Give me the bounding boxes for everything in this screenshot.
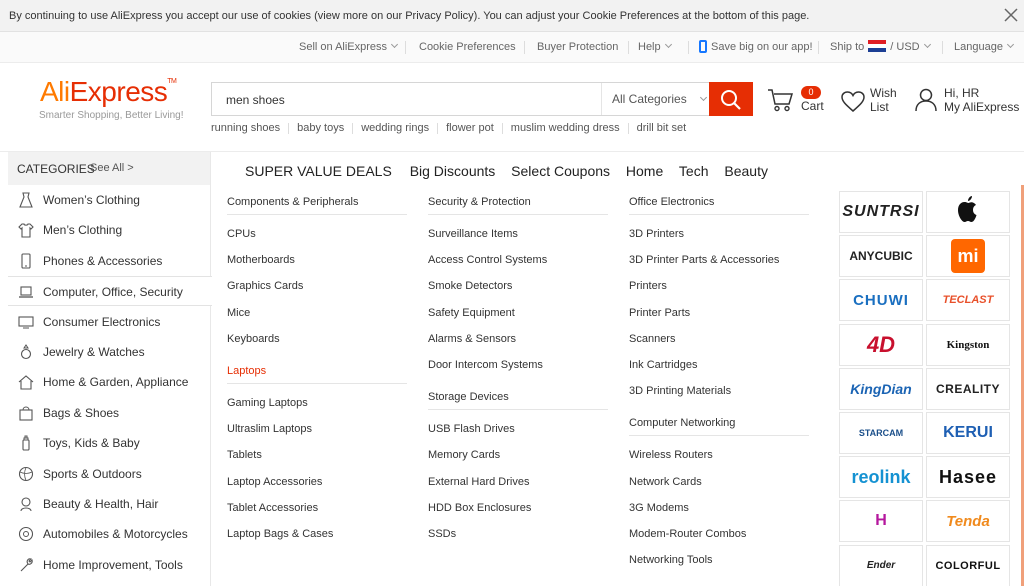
wish-line2: List bbox=[870, 100, 889, 114]
menu-link[interactable]: Access Control Systems bbox=[428, 254, 548, 267]
sidebar-item-label: Phones & Accessories bbox=[43, 253, 163, 268]
dress-icon bbox=[18, 192, 34, 208]
menu-link[interactable]: USB Flash Drives bbox=[428, 423, 515, 436]
sidebar-item[interactable] bbox=[8, 489, 211, 519]
tab-home[interactable]: Home bbox=[625, 163, 664, 179]
menu-link[interactable]: 3D Printing Materials bbox=[629, 385, 732, 398]
tv-icon bbox=[18, 314, 34, 330]
divider bbox=[428, 409, 608, 410]
sidebar-item[interactable] bbox=[8, 550, 211, 580]
heart-icon bbox=[840, 90, 866, 114]
categories-header bbox=[8, 152, 211, 186]
tool-icon bbox=[18, 557, 34, 573]
tab-beauty[interactable]: Beauty bbox=[724, 163, 768, 179]
cart-label: Cart bbox=[801, 99, 824, 113]
sidebar-item-label: Men’s Clothing bbox=[43, 223, 123, 238]
menu-link[interactable]: Gaming Laptops bbox=[227, 397, 308, 409]
chevron-down-icon bbox=[700, 94, 707, 101]
tab-big-discounts[interactable]: Big Discounts bbox=[409, 163, 496, 179]
sidebar-item-label: Toys, Kids & Baby bbox=[43, 436, 140, 451]
chevron-down-icon bbox=[924, 41, 931, 48]
brand-logo-text: Tenda bbox=[946, 512, 990, 530]
brand-logo[interactable] bbox=[926, 500, 1010, 542]
brand-logo-text bbox=[956, 195, 980, 230]
menu-link[interactable]: Alarms & Sensors bbox=[428, 332, 517, 345]
divider bbox=[524, 41, 525, 54]
nav-tabs bbox=[245, 163, 780, 179]
brand-logo-text: SUNTRSI bbox=[842, 203, 920, 220]
menu-link[interactable]: Tablets bbox=[227, 449, 262, 462]
divider bbox=[628, 41, 629, 54]
app-download-link[interactable] bbox=[699, 32, 813, 63]
tab-tech[interactable]: Tech bbox=[678, 163, 709, 179]
brand-logo-text: CHUWI bbox=[853, 291, 909, 309]
croatia-flag-icon bbox=[868, 40, 886, 52]
sidebar-item-label: Bags & Shoes bbox=[43, 405, 120, 420]
sell-label: Sell on AliExpress bbox=[299, 41, 388, 53]
brand-logo-text: Kingston bbox=[946, 338, 990, 351]
brand-logo[interactable] bbox=[839, 235, 923, 277]
categories-label: CATEGORIES bbox=[17, 162, 95, 176]
ship-to-label: Ship to bbox=[830, 41, 865, 53]
menu-group-title[interactable]: Security & Protection bbox=[428, 196, 531, 208]
brand-logo-text: COLORFUL bbox=[935, 559, 1001, 572]
brand-logo[interactable] bbox=[926, 368, 1010, 410]
cookie-preferences-link[interactable]: Cookie Preferences bbox=[419, 41, 516, 53]
brand-logo[interactable] bbox=[926, 191, 1010, 233]
search-input[interactable] bbox=[211, 82, 709, 116]
ring-icon bbox=[18, 344, 34, 360]
brand-logo-text: CREALITY bbox=[936, 381, 1000, 396]
brand-logo-text: ANYCUBIC bbox=[849, 249, 913, 264]
brand-logo[interactable] bbox=[839, 500, 923, 542]
sidebar-item[interactable] bbox=[8, 519, 211, 549]
hot-keywords bbox=[211, 122, 694, 134]
menu-link[interactable]: Keyboards bbox=[227, 332, 280, 345]
menu-link[interactable]: Motherboards bbox=[227, 254, 295, 267]
hot-keyword-link[interactable]: drill bit set bbox=[628, 123, 695, 134]
sidebar-item-label: Home Improvement, Tools bbox=[43, 557, 183, 572]
menu-link[interactable]: External Hard Drives bbox=[428, 475, 530, 488]
brand-logo[interactable] bbox=[926, 545, 1010, 586]
bottle-icon bbox=[18, 435, 34, 451]
menu-group-title[interactable]: Components & Peripherals bbox=[227, 196, 359, 208]
category-select-value: All Categories bbox=[612, 92, 687, 106]
brand-logo-text: STARCAM bbox=[858, 428, 904, 438]
sidebar-item-label: Computer, Office, Security bbox=[43, 285, 183, 300]
divider bbox=[818, 41, 819, 54]
search-icon bbox=[720, 89, 742, 111]
menu-link[interactable]: Memory Cards bbox=[428, 449, 501, 462]
account-label bbox=[944, 86, 1019, 114]
menu-group-title[interactable]: Laptops bbox=[227, 365, 267, 377]
sidebar-item[interactable] bbox=[8, 215, 211, 245]
brand-logo-text: reolink bbox=[851, 466, 911, 487]
brand-logo-text: KingDian bbox=[850, 380, 912, 397]
divider bbox=[942, 41, 943, 54]
menu-link[interactable]: Graphics Cards bbox=[227, 280, 304, 293]
see-all-link[interactable]: See All > bbox=[90, 162, 134, 174]
sidebar-item[interactable] bbox=[8, 185, 211, 215]
menu-link[interactable]: Networking Tools bbox=[629, 554, 713, 567]
top-utility-nav bbox=[0, 32, 1024, 63]
aliexpress-logo[interactable] bbox=[40, 76, 176, 108]
sidebar-item[interactable] bbox=[8, 246, 211, 276]
brand-logo[interactable] bbox=[839, 191, 923, 233]
brand-logo[interactable] bbox=[926, 235, 1010, 277]
logo-text-express: Express bbox=[69, 76, 168, 107]
brand-logo[interactable] bbox=[839, 324, 923, 366]
account-menu[interactable] bbox=[914, 86, 1024, 116]
menu-group-title[interactable]: Storage Devices bbox=[428, 391, 509, 404]
search-input-value: men shoes bbox=[226, 93, 285, 107]
brand-logo[interactable] bbox=[839, 368, 923, 410]
sidebar-item[interactable] bbox=[8, 367, 211, 397]
sidebar-item[interactable] bbox=[8, 337, 211, 367]
brand-logo[interactable] bbox=[839, 545, 923, 586]
menu-link[interactable]: HDD Box Enclosures bbox=[428, 501, 532, 514]
cart-button[interactable] bbox=[767, 86, 827, 116]
bag-icon bbox=[18, 405, 34, 421]
menu-link[interactable]: Scanners bbox=[629, 332, 676, 345]
menu-link[interactable]: Surveillance Items bbox=[428, 228, 518, 240]
sidebar-item-label: Home & Garden, Appliance bbox=[43, 375, 189, 390]
ship-to-selector[interactable] bbox=[830, 32, 930, 63]
currency-label: USD bbox=[896, 41, 920, 53]
sidebar-item-label: Jewelry & Watches bbox=[43, 345, 145, 359]
menu-link[interactable]: Mice bbox=[227, 306, 251, 319]
language-label: Language bbox=[954, 41, 1003, 53]
menu-link[interactable]: CPUs bbox=[227, 228, 256, 240]
chevron-down-icon bbox=[665, 41, 672, 48]
help-menu[interactable] bbox=[638, 32, 671, 63]
chevron-down-icon bbox=[1007, 41, 1014, 48]
phone-icon bbox=[18, 253, 34, 269]
divider bbox=[405, 41, 406, 54]
menu-link[interactable]: Door Intercom Systems bbox=[428, 359, 543, 371]
menu-link[interactable]: Ink Cartridges bbox=[629, 359, 698, 371]
user-icon bbox=[914, 87, 938, 113]
tab-select-coupons[interactable]: Select Coupons bbox=[511, 163, 611, 179]
wheel-icon bbox=[18, 526, 34, 542]
buyer-protection-link[interactable]: Buyer Protection bbox=[537, 41, 619, 53]
menu-link[interactable]: Printer Parts bbox=[629, 306, 691, 319]
brand-logo-text: H bbox=[875, 512, 887, 530]
trademark: TM bbox=[167, 78, 177, 85]
brand-logo[interactable] bbox=[839, 456, 923, 498]
brand-logo-text: mi bbox=[951, 239, 985, 273]
my-aliexpress-label: My AliExpress bbox=[944, 100, 1020, 114]
logo-text-ali: Ali bbox=[40, 76, 70, 107]
sidebar-item[interactable] bbox=[8, 428, 211, 458]
hot-keyword-link[interactable]: running shoes bbox=[211, 122, 281, 134]
brand-logo-text: Ender bbox=[866, 560, 896, 572]
menu-link[interactable]: Laptop Bags & Cases bbox=[227, 528, 334, 540]
menu-link[interactable]: 3D Printer Parts & Accessories bbox=[629, 254, 780, 267]
sidebar-item-label: Sports & Outdoors bbox=[43, 466, 142, 481]
menu-group-title[interactable]: Computer Networking bbox=[629, 417, 736, 430]
menu-link[interactable]: 3G Modems bbox=[629, 501, 689, 514]
tab-super-value-deals[interactable]: SUPER VALUE DEALS bbox=[245, 163, 392, 179]
menu-link[interactable]: Ultraslim Laptops bbox=[227, 423, 312, 436]
sidebar-item[interactable] bbox=[8, 276, 212, 306]
wish-list-label bbox=[870, 86, 897, 114]
hot-keyword-link[interactable]: baby toys bbox=[288, 123, 352, 134]
brand-logo-text: KERUI bbox=[943, 424, 993, 441]
brand-logo-text: TECLAST bbox=[942, 294, 994, 307]
menu-link[interactable]: Modem-Router Combos bbox=[629, 528, 747, 540]
sidebar-item[interactable] bbox=[8, 398, 211, 428]
account-greeting: Hi, HR bbox=[944, 86, 980, 100]
sidebar-item-label: Automobiles & Motorcycles bbox=[43, 527, 188, 542]
chevron-down-icon bbox=[391, 41, 398, 48]
brand-logo[interactable] bbox=[839, 412, 923, 454]
menu-link[interactable]: 3D Printers bbox=[629, 228, 685, 240]
divider bbox=[688, 41, 689, 54]
category-select[interactable] bbox=[601, 83, 709, 115]
menu-link[interactable]: Laptop Accessories bbox=[227, 475, 323, 488]
language-selector[interactable] bbox=[954, 32, 1013, 63]
hot-keyword-link[interactable]: wedding rings bbox=[352, 123, 437, 134]
laptop-icon bbox=[18, 284, 34, 300]
menu-link[interactable]: Network Cards bbox=[629, 475, 702, 488]
hair-icon bbox=[18, 496, 34, 512]
sidebar-item-label: Consumer Electronics bbox=[43, 314, 161, 329]
menu-link[interactable]: SSDs bbox=[428, 528, 457, 540]
hot-keyword-link[interactable]: muslim wedding dress bbox=[502, 123, 628, 134]
mobile-phone-icon bbox=[699, 40, 707, 53]
tagline: Smarter Shopping, Better Living! bbox=[39, 110, 184, 121]
brand-logo-text: Hasee bbox=[938, 466, 998, 487]
hot-keyword-link[interactable]: flower pot bbox=[437, 123, 502, 134]
currency-separator: / bbox=[890, 41, 894, 53]
apple-logo-icon bbox=[956, 195, 980, 223]
brand-logo[interactable] bbox=[926, 412, 1010, 454]
divider bbox=[227, 383, 407, 384]
menu-group-title[interactable]: Office Electronics bbox=[629, 196, 715, 208]
shirt-icon bbox=[18, 222, 34, 238]
wish-list-button[interactable] bbox=[840, 86, 900, 116]
brand-logo[interactable] bbox=[926, 456, 1010, 498]
cookie-banner bbox=[0, 0, 1024, 32]
close-icon[interactable] bbox=[1004, 8, 1018, 22]
sidebar-item-label: Women’s Clothing bbox=[43, 193, 140, 207]
sell-on-aliexpress-link[interactable] bbox=[299, 32, 397, 63]
cart-icon bbox=[767, 87, 795, 113]
divider bbox=[227, 214, 407, 215]
cookie-banner-text: By continuing to use AliExpress you accept our use of cookies (view more on our Privacy Policy). You can adjust your Cookie Preferences at the bottom of this page. bbox=[9, 10, 810, 22]
brand-logo[interactable] bbox=[839, 279, 923, 321]
category-sidebar bbox=[8, 185, 211, 586]
brand-logo[interactable] bbox=[926, 279, 1010, 321]
main-nav bbox=[0, 151, 1024, 185]
help-label: Help bbox=[638, 41, 661, 53]
brand-logo[interactable] bbox=[926, 324, 1010, 366]
menu-link[interactable]: Smoke Detectors bbox=[428, 280, 513, 293]
cart-count-badge: 0 bbox=[801, 86, 821, 99]
sidebar-item[interactable] bbox=[8, 459, 211, 489]
wish-line1: Wish bbox=[870, 86, 897, 100]
ball-icon bbox=[18, 466, 34, 482]
menu-link[interactable]: Printers bbox=[629, 280, 667, 293]
divider bbox=[629, 435, 809, 436]
app-label: Save big on our app! bbox=[711, 41, 813, 53]
sidebar-item[interactable] bbox=[8, 307, 211, 337]
menu-link[interactable]: Wireless Routers bbox=[629, 449, 713, 462]
divider bbox=[629, 214, 809, 215]
house-icon bbox=[18, 374, 34, 390]
menu-link[interactable]: Safety Equipment bbox=[428, 306, 515, 319]
search-button[interactable] bbox=[709, 82, 753, 116]
sidebar-item-label: Beauty & Health, Hair bbox=[43, 497, 159, 511]
brand-logo-text: 4D bbox=[866, 331, 896, 357]
divider bbox=[428, 214, 608, 215]
menu-link[interactable]: Tablet Accessories bbox=[227, 501, 319, 514]
